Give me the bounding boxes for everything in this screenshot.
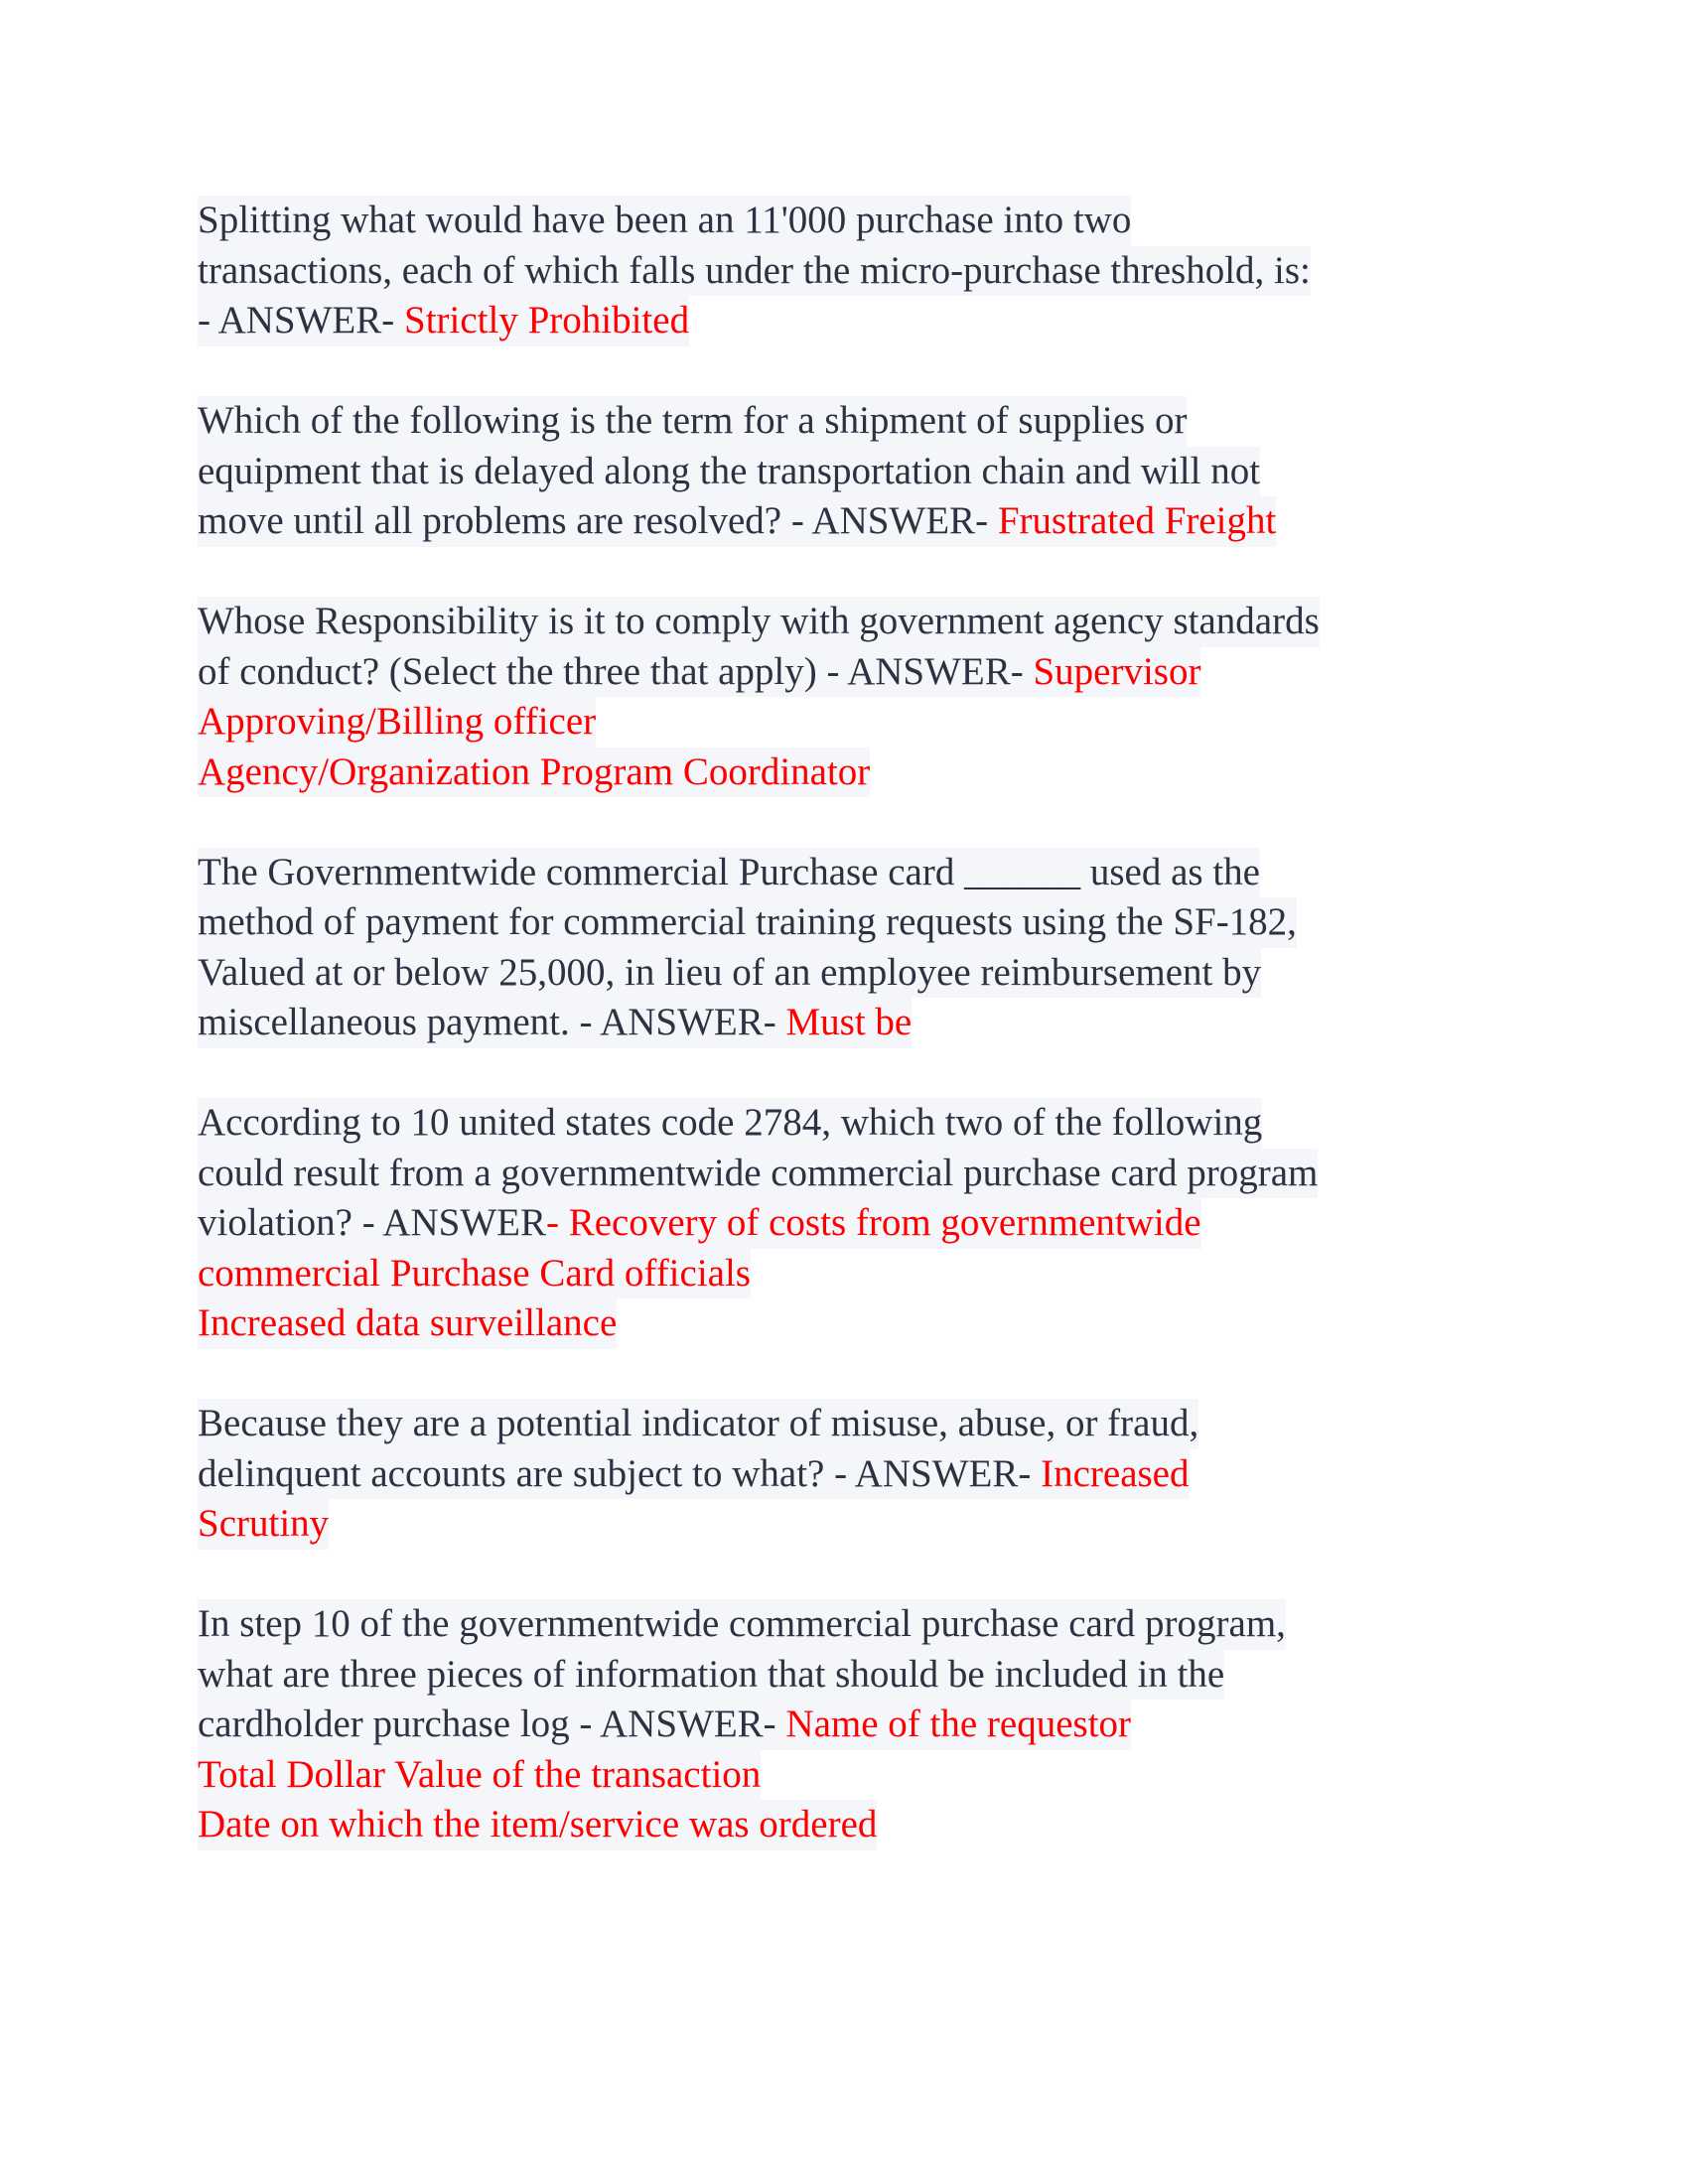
text-line xyxy=(198,998,1508,1048)
paragraph-gap xyxy=(198,797,1508,848)
question-block xyxy=(198,848,1508,1048)
answer-text: Increased xyxy=(1041,1451,1190,1495)
line-highlight xyxy=(198,1599,1286,1650)
paragraph-gap xyxy=(198,1349,1508,1400)
paragraph-gap xyxy=(198,547,1508,598)
line-highlight xyxy=(198,246,1311,297)
line-highlight xyxy=(198,1249,751,1299)
line-highlight xyxy=(198,1198,1201,1249)
question-text: move until all problems are resolved? - ANSWER- xyxy=(198,499,998,542)
text-line xyxy=(198,1650,1508,1701)
question-text: According to 10 united states code 2784, which two of the following xyxy=(198,1101,1263,1144)
line-highlight xyxy=(198,1098,1262,1149)
line-highlight xyxy=(198,1399,1198,1449)
line-highlight xyxy=(198,1298,617,1349)
text-line xyxy=(198,1700,1508,1750)
question-text: Because they are a potential indicator of misuse, abuse, or fraud, xyxy=(198,1402,1199,1444)
answer-text: Scrutiny xyxy=(198,1502,330,1545)
answer-text: Name of the requestor xyxy=(785,1703,1132,1745)
question-block xyxy=(198,196,1508,346)
line-highlight xyxy=(198,196,1131,246)
text-line xyxy=(198,1098,1508,1149)
question-text: In step 10 of the governmentwide commercial purchase card program, xyxy=(198,1602,1286,1645)
line-highlight xyxy=(198,396,1187,447)
answer-text: Increased data surveillance xyxy=(198,1301,618,1344)
text-line xyxy=(198,748,1508,798)
answer-text: Date on which the item/service was ordered xyxy=(198,1803,878,1845)
question-text: - ANSWER- xyxy=(198,299,404,341)
question-text: of conduct? (Select the three that apply) - ANSWER- xyxy=(198,649,1034,693)
answer-text: - Recovery of costs from governmentwide xyxy=(545,1201,1201,1244)
text-line xyxy=(198,1750,1508,1801)
paragraph-gap xyxy=(198,1550,1508,1600)
answer-text: Strictly Prohibited xyxy=(404,299,690,341)
answer-text: Approving/Billing officer xyxy=(198,700,597,743)
line-highlight xyxy=(198,1149,1318,1199)
answer-text: Agency/Organization Program Coordinator xyxy=(198,750,871,793)
question-block xyxy=(198,1399,1508,1550)
question-text: could result from a governmentwide commercial purchase card program xyxy=(198,1151,1319,1194)
line-highlight xyxy=(198,897,1297,948)
text-line xyxy=(198,597,1508,647)
text-line xyxy=(198,1198,1508,1249)
paragraph-gap xyxy=(198,1048,1508,1099)
question-text: miscellaneous payment. - ANSWER- xyxy=(198,1001,786,1043)
text-line xyxy=(198,897,1508,948)
text-line xyxy=(198,1249,1508,1299)
text-line xyxy=(198,396,1508,447)
line-highlight xyxy=(198,998,912,1048)
answer-text: commercial Purchase Card officials xyxy=(198,1251,751,1295)
line-highlight xyxy=(198,1499,329,1550)
question-text: Splitting what would have been an 11'000 purchase into two xyxy=(198,199,1132,241)
text-line xyxy=(198,848,1508,898)
text-line xyxy=(198,1298,1508,1349)
text-line xyxy=(198,246,1508,297)
question-text: Which of the following is the term for a shipment of supplies or xyxy=(198,399,1188,442)
question-text: cardholder purchase log - ANSWER- xyxy=(198,1703,786,1745)
text-line xyxy=(198,697,1508,748)
text-line xyxy=(198,1149,1508,1199)
line-highlight xyxy=(198,597,1320,647)
question-text: violation? - ANSWER xyxy=(198,1201,546,1244)
question-text: delinquent accounts are subject to what? - ANSWER- xyxy=(198,1451,1042,1495)
text-line xyxy=(198,496,1508,547)
question-block xyxy=(198,1098,1508,1349)
line-highlight xyxy=(198,447,1260,497)
text-line xyxy=(198,1499,1508,1550)
question-text: what are three pieces of information that should be included in the xyxy=(198,1652,1225,1696)
line-highlight xyxy=(198,1449,1190,1500)
line-highlight xyxy=(198,496,1276,547)
question-text: Valued at or below 25,000, in lieu of an employee reimbursement by xyxy=(198,950,1262,994)
document-body xyxy=(198,196,1508,1850)
question-text: transactions, each of which falls under the micro-purchase threshold, is: xyxy=(198,248,1311,292)
text-line xyxy=(198,1399,1508,1449)
text-line xyxy=(198,1449,1508,1500)
line-highlight xyxy=(198,647,1200,698)
line-highlight xyxy=(198,1700,1131,1750)
text-line xyxy=(198,296,1508,346)
text-line xyxy=(198,196,1508,246)
line-highlight xyxy=(198,296,689,346)
line-highlight xyxy=(198,1650,1224,1701)
answer-text: Supervisor xyxy=(1033,649,1201,693)
text-line xyxy=(198,447,1508,497)
line-highlight xyxy=(198,1800,877,1850)
answer-text: Total Dollar Value of the transaction xyxy=(198,1752,762,1796)
question-text: Whose Responsibility is it to comply with government agency standards xyxy=(198,600,1320,642)
question-block xyxy=(198,597,1508,797)
question-block xyxy=(198,396,1508,547)
text-line xyxy=(198,647,1508,698)
text-line xyxy=(198,1599,1508,1650)
question-text: method of payment for commercial training requests using the SF-182, xyxy=(198,900,1297,943)
text-line xyxy=(198,1800,1508,1850)
line-highlight xyxy=(198,697,596,748)
answer-text: Frustrated Freight xyxy=(997,499,1277,542)
question-text: equipment that is delayed along the transportation chain and will not xyxy=(198,449,1261,492)
line-highlight xyxy=(198,848,1260,898)
question-text: The Governmentwide commercial Purchase card ______ used as the xyxy=(198,850,1260,893)
answer-text: Must be xyxy=(785,1001,913,1043)
text-line xyxy=(198,948,1508,999)
question-block xyxy=(198,1599,1508,1850)
line-highlight xyxy=(198,948,1261,999)
paragraph-gap xyxy=(198,346,1508,397)
line-highlight xyxy=(198,1750,761,1801)
line-highlight xyxy=(198,748,870,798)
